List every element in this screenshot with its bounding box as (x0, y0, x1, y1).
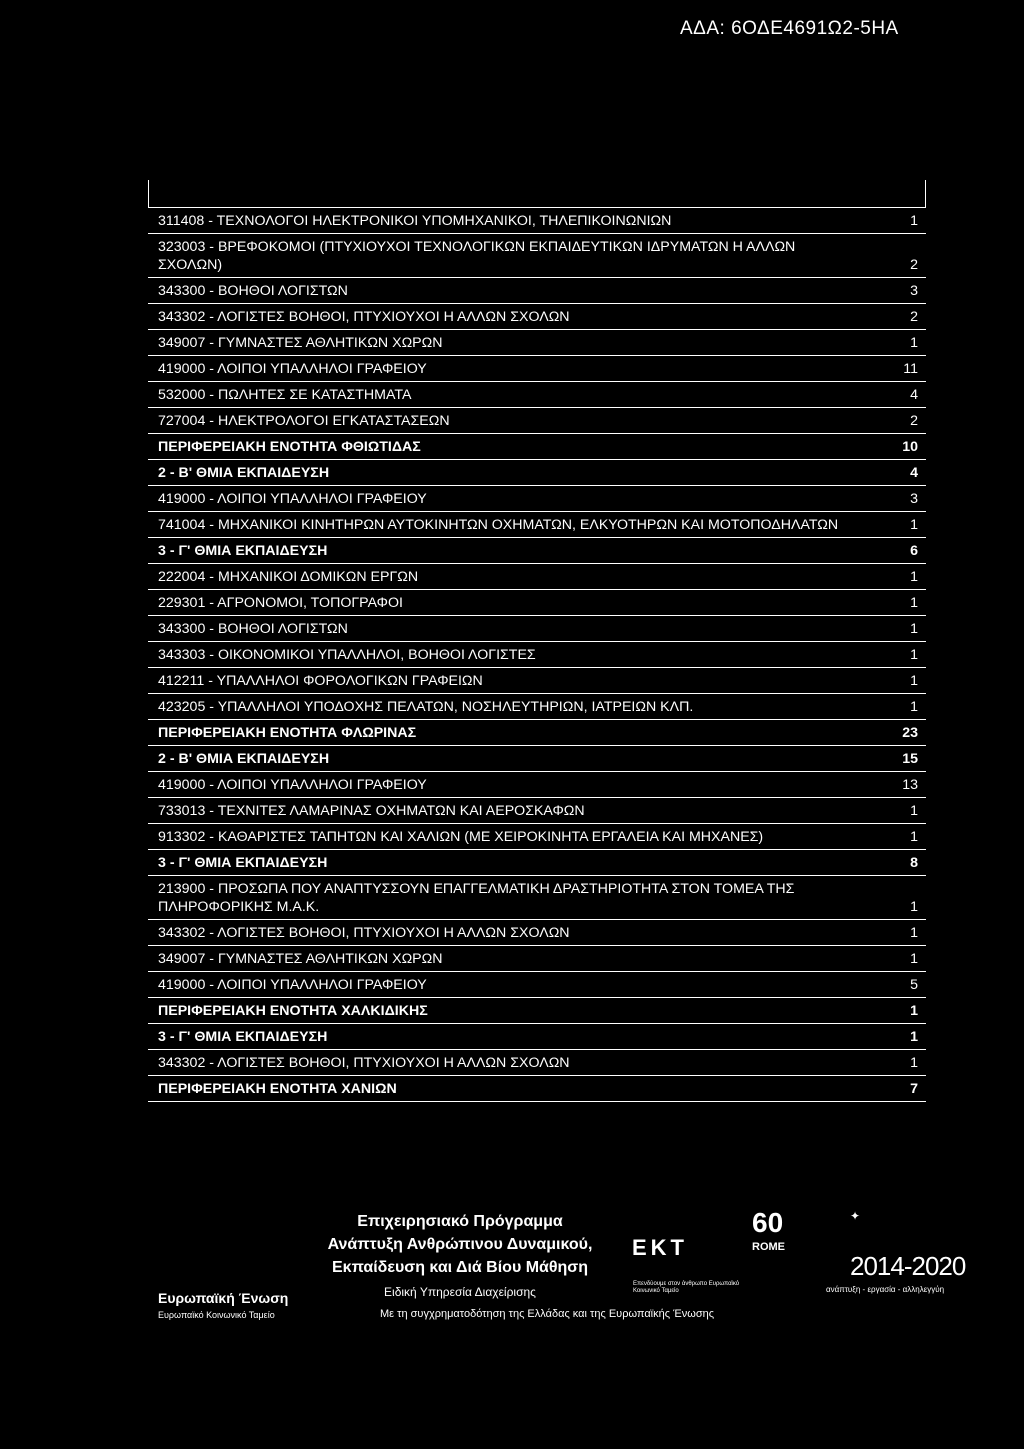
table-row (148, 998, 926, 1024)
ekt-sub: Επενδύουμε στον άνθρωπο Ευρωπαϊκό Κοινωνικό Ταμείο (633, 1281, 740, 1294)
row-value: 1 (910, 1055, 918, 1071)
table-row (148, 972, 926, 998)
row-label: 2 - Β' ΘΜΙΑ ΕΚΠΑΙΔΕΥΣΗ (158, 465, 330, 481)
row-value: 1 (910, 335, 918, 351)
eu-title: Ευρωπαϊκή Ένωση (158, 1290, 289, 1306)
table-row (148, 668, 926, 694)
row-value: 4 (910, 465, 918, 481)
table-row (148, 850, 926, 876)
ada-code: ΑΔΑ: 6ΟΔΕ4691Ω2-5ΗΑ (680, 18, 899, 39)
row-value: 7 (910, 1081, 918, 1097)
row-value: 1 (910, 595, 918, 611)
row-label: 343300 - ΒΟΗΘΟΙ ΛΟΓΙΣΤΩΝ (158, 621, 348, 637)
row-value: 2 (910, 257, 918, 273)
row-value: 1 (910, 517, 918, 533)
row-label: 419000 - ΛΟΙΠΟΙ ΥΠΑΛΛΗΛΟΙ ΓΡΑΦΕΙΟΥ (158, 361, 427, 377)
row-label: 213900 - ΠΡΟΣΩΠΑ ΠΟΥ ΑΝΑΠΤΥΣΣΟΥΝ ΕΠΑΓΓΕΛΜΑΤΙΚΗ ΔΡΑΣΤΗΡΙΟΤΗΤΑ ΣΤΟΝ ΤΟΜΕΑ ΤΗΣ ΠΛΗΡΟΦΟΡΙΚΗΣ Μ.Α.Κ. (158, 881, 795, 915)
table-row (148, 616, 926, 642)
row-label: 532000 - ΠΩΛΗΤΕΣ ΣΕ ΚΑΤΑΣΤΗΜΑΤΑ (158, 387, 412, 403)
row-value: 1 (910, 647, 918, 663)
row-value: 2 (910, 413, 918, 429)
table-row (148, 824, 926, 850)
row-value: 1 (910, 1029, 918, 1045)
row-value: 1 (910, 951, 918, 967)
row-value: 1 (910, 673, 918, 689)
row-label: ΠΕΡΙΦΕΡΕΙΑΚΗ ΕΝΟΤΗΤΑ ΦΛΩΡΙΝΑΣ (158, 725, 417, 741)
row-value: 2 (910, 309, 918, 325)
table-row (148, 946, 926, 972)
row-value: 3 (910, 491, 918, 507)
table-row (148, 408, 926, 434)
row-value: 1 (910, 925, 918, 941)
table-border-right (925, 180, 926, 207)
row-label: 423205 - ΥΠΑΛΛΗΛΟΙ ΥΠΟΔΟΧΗΣ ΠΕΛΑΤΩΝ, ΝΟΣΗΛΕΥΤΗΡΙΩΝ, ΙΑΤΡΕΙΩΝ ΚΛΠ. (158, 699, 694, 715)
table-border-left (148, 180, 149, 207)
row-label: ΠΕΡΙΦΕΡΕΙΑΚΗ ΕΝΟΤΗΤΑ ΦΘΙΩΤΙΔΑΣ (158, 439, 421, 455)
row-label: 3 - Γ' ΘΜΙΑ ΕΚΠΑΙΔΕΥΣΗ (158, 543, 328, 559)
table-row (148, 434, 926, 460)
row-label: 727004 - ΗΛΕΚΤΡΟΛΟΓΟΙ ΕΓΚΑΤΑΣΤΑΣΕΩΝ (158, 413, 450, 429)
op-line-2: Ανάπτυξη Ανθρώπινου Δυναμικού, (327, 1236, 593, 1253)
ekt-logo: ΕΚΤ (632, 1235, 688, 1260)
row-value: 5 (910, 977, 918, 993)
row-label: 349007 - ΓΥΜΝΑΣΤΕΣ ΑΘΛΗΤΙΚΩΝ ΧΩΡΩΝ (158, 951, 443, 967)
table-row (148, 382, 926, 408)
row-label: 419000 - ΛΟΙΠΟΙ ΥΠΑΛΛΗΛΟΙ ΓΡΑΦΕΙΟΥ (158, 491, 427, 507)
row-label: 419000 - ΛΟΙΠΟΙ ΥΠΑΛΛΗΛΟΙ ΓΡΑΦΕΙΟΥ (158, 977, 427, 993)
table-row (148, 798, 926, 824)
table-row (148, 234, 926, 278)
row-label: ΠΕΡΙΦΕΡΕΙΑΚΗ ΕΝΟΤΗΤΑ ΧΑΝΙΩΝ (158, 1081, 397, 1097)
row-label: 222004 - ΜΗΧΑΝΙΚΟΙ ΔΟΜΙΚΩΝ ΕΡΓΩΝ (158, 569, 419, 585)
row-label: 3 - Γ' ΘΜΙΑ ΕΚΠΑΙΔΕΥΣΗ (158, 855, 328, 871)
row-label: 733013 - ΤΕΧΝΙΤΕΣ ΛΑΜΑΡΙΝΑΣ ΟΧΗΜΑΤΩΝ ΚΑΙ ΑΕΡΟΣΚΑΦΩΝ (158, 803, 585, 819)
table-body (148, 207, 926, 1102)
row-value: 1 (910, 899, 918, 915)
table-row (148, 876, 926, 920)
table-row (148, 1050, 926, 1076)
table-row (148, 694, 926, 720)
operational-programme (300, 1210, 620, 1279)
row-label: 349007 - ΓΥΜΝΑΣΤΕΣ ΑΘΛΗΤΙΚΩΝ ΧΩΡΩΝ (158, 335, 443, 351)
table-row (148, 642, 926, 668)
espa-mark-icon: ✦ (850, 1209, 861, 1223)
row-value: 6 (910, 543, 918, 559)
table-row (148, 720, 926, 746)
row-label: 913302 - ΚΑΘΑΡΙΣΤΕΣ ΤΑΠΗΤΩΝ ΚΑΙ ΧΑΛΙΩΝ (ΜΕ ΧΕΙΡΟΚΙΝΗΤΑ ΕΡΓΑΛΕΙΑ ΚΑΙ ΜΗΧΑΝΕΣ) (158, 829, 764, 845)
row-label: ΠΕΡΙΦΕΡΕΙΑΚΗ ΕΝΟΤΗΤΑ ΧΑΛΚΙΔΙΚΗΣ (158, 1003, 428, 1019)
rome-label: ROME (752, 1241, 785, 1253)
table-row (148, 512, 926, 538)
row-value: 4 (910, 387, 918, 403)
row-value: 23 (902, 725, 918, 741)
op-sub: Ειδική Υπηρεσία Διαχείρισης (384, 1285, 536, 1299)
table-row (148, 1076, 926, 1102)
row-value: 1 (910, 621, 918, 637)
row-value: 1 (910, 699, 918, 715)
table-row (148, 330, 926, 356)
row-label: 2 - Β' ΘΜΙΑ ΕΚΠΑΙΔΕΥΣΗ (158, 751, 330, 767)
row-label: 343303 - ΟΙΚΟΝΟΜΙΚΟΙ ΥΠΑΛΛΗΛΟΙ, ΒΟΗΘΟΙ ΛΟΓΙΣΤΕΣ (158, 647, 536, 663)
row-value: 1 (910, 569, 918, 585)
row-value: 3 (910, 283, 918, 299)
table-row (148, 1024, 926, 1050)
table-row (148, 920, 926, 946)
table-row (148, 772, 926, 798)
row-label: 343302 - ΛΟΓΙΣΤΕΣ ΒΟΗΘΟΙ, ΠΤΥΧΙΟΥΧΟΙ Η ΑΛΛΩΝ ΣΧΟΛΩΝ (158, 1055, 570, 1071)
programme-period: 2014-2020 (850, 1251, 966, 1281)
table-row (148, 538, 926, 564)
row-label: 311408 - ΤΕΧΝΟΛΟΓΟΙ ΗΛΕΚΤΡΟΝΙΚΟΙ ΥΠΟΜΗΧΑΝΙΚΟΙ, ΤΗΛΕΠΙΚΟΙΝΩΝΙΩΝ (158, 213, 672, 229)
row-value: 1 (910, 1003, 918, 1019)
row-value: 15 (902, 751, 918, 767)
row-label: 229301 - ΑΓΡΟΝΟΜΟΙ, ΤΟΠΟΓΡΑΦΟΙ (158, 595, 403, 611)
row-label: 419000 - ΛΟΙΠΟΙ ΥΠΑΛΛΗΛΟΙ ΓΡΑΦΕΙΟΥ (158, 777, 427, 793)
row-label: 343302 - ΛΟΓΙΣΤΕΣ ΒΟΗΘΟΙ, ΠΤΥΧΙΟΥΧΟΙ Η ΑΛΛΩΝ ΣΧΟΛΩΝ (158, 309, 570, 325)
table-row (148, 746, 926, 772)
row-label: 3 - Γ' ΘΜΙΑ ΕΚΠΑΙΔΕΥΣΗ (158, 1029, 328, 1045)
row-value: 13 (902, 777, 918, 793)
row-label: 741004 - ΜΗΧΑΝΙΚΟΙ ΚΙΝΗΤΗΡΩΝ ΑΥΤΟΚΙΝΗΤΩΝ ΟΧΗΜΑΤΩΝ, ΕΛΚΥΟΤΗΡΩΝ ΚΑΙ ΜΟΤΟΠΟΔΗΛΑΤΩΝ (158, 517, 839, 533)
row-label: 343302 - ΛΟΓΙΣΤΕΣ ΒΟΗΘΟΙ, ΠΤΥΧΙΟΥΧΟΙ Η ΑΛΛΩΝ ΣΧΟΛΩΝ (158, 925, 570, 941)
table-row (148, 356, 926, 382)
table-row (148, 460, 926, 486)
row-value: 1 (910, 213, 918, 229)
row-label: 343300 - ΒΟΗΘΟΙ ΛΟΓΙΣΤΩΝ (158, 283, 348, 299)
table-row (148, 486, 926, 512)
table-row (148, 564, 926, 590)
row-value: 8 (910, 855, 918, 871)
op-line-1: Επιχειρησιακό Πρόγραμμα (357, 1213, 563, 1230)
row-value: 10 (902, 439, 918, 455)
table-row (148, 304, 926, 330)
cofunding-text: Με τη συγχρηματοδότηση της Ελλάδας και της Ευρωπαϊκής Ένωσης (380, 1308, 715, 1320)
row-value: 11 (903, 361, 918, 377)
footer-logos (0, 1205, 1024, 1335)
row-value: 1 (910, 803, 918, 819)
period-sub: ανάπτυξη - εργασία - αλληλεγγύη (826, 1285, 945, 1294)
table-row (148, 278, 926, 304)
table-row (148, 590, 926, 616)
op-line-3: Εκπαίδευση και Διά Βίου Μάθηση (331, 1259, 589, 1276)
row-label: 412211 - ΥΠΑΛΛΗΛΟΙ ΦΟΡΟΛΟΓΙΚΩΝ ΓΡΑΦΕΙΩΝ (158, 673, 483, 689)
sixty-logo: 60 (752, 1207, 784, 1238)
table-row (148, 208, 926, 234)
eu-sub: Ευρωπαϊκό Κοινωνικό Ταμείο (158, 1310, 275, 1320)
row-value: 1 (910, 829, 918, 845)
row-label: 323003 - ΒΡΕΦΟΚΟΜΟΙ (ΠΤΥΧΙΟΥΧΟΙ ΤΕΧΝΟΛΟΓΙΚΩΝ ΕΚΠΑΙΔΕΥΤΙΚΩΝ ΙΔΡΥΜΑΤΩΝ Η ΑΛΛΩΝ ΣΧΟΛΩΝ) (158, 239, 796, 273)
